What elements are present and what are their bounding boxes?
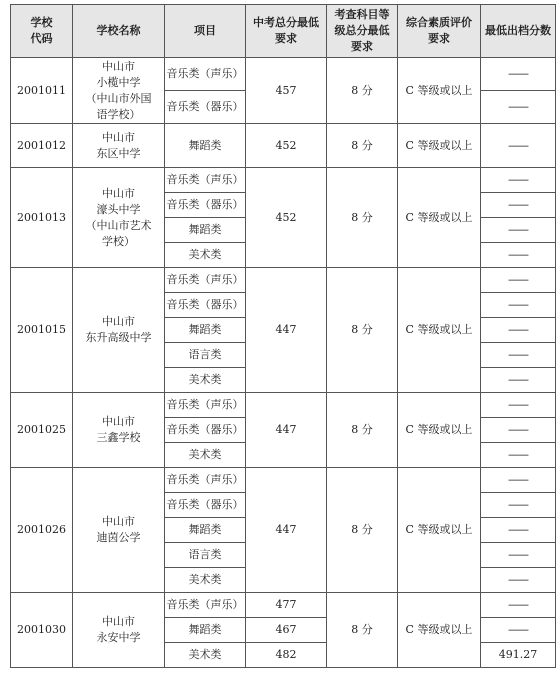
project-cell: 舞蹈类 (165, 618, 246, 643)
project-cell: 舞蹈类 (165, 318, 246, 343)
project-cell: 美术类 (165, 643, 246, 668)
total-min-cell: 447 (246, 468, 327, 593)
admission-score-table (10, 4, 556, 668)
grade-min-cell: 8 分 (327, 124, 398, 168)
school-code-cell: 2001012 (11, 124, 73, 168)
min-score-cell: —— (481, 218, 556, 243)
min-score-cell: —— (481, 393, 556, 418)
table-row (11, 593, 556, 618)
project-cell: 舞蹈类 (165, 218, 246, 243)
quality-cell: C 等级或以上 (398, 468, 481, 593)
school-name-cell: 中山市 三鑫学校 (73, 393, 165, 468)
min-score-cell: —— (481, 343, 556, 368)
table-row (11, 393, 556, 418)
school-code-cell: 2001011 (11, 58, 73, 124)
table-body (11, 58, 556, 668)
table-header-row (11, 5, 556, 58)
min-score-cell: —— (481, 443, 556, 468)
project-cell: 音乐类（器乐） (165, 418, 246, 443)
project-cell: 音乐类（声乐） (165, 593, 246, 618)
school-code-cell: 2001015 (11, 268, 73, 393)
school-code-cell: 2001030 (11, 593, 73, 668)
project-cell: 音乐类（声乐） (165, 58, 246, 91)
total-min-cell: 452 (246, 124, 327, 168)
grade-min-cell: 8 分 (327, 468, 398, 593)
min-score-cell: —— (481, 268, 556, 293)
project-cell: 音乐类（声乐） (165, 393, 246, 418)
quality-cell: C 等级或以上 (398, 168, 481, 268)
project-cell: 音乐类（器乐） (165, 293, 246, 318)
min-score-cell: —— (481, 593, 556, 618)
project-cell: 美术类 (165, 568, 246, 593)
project-cell: 美术类 (165, 443, 246, 468)
header-total-min: 中考总分最低 要求 (246, 5, 327, 58)
total-min-cell: 482 (246, 643, 327, 668)
min-score-cell: —— (481, 493, 556, 518)
school-code-cell: 2001025 (11, 393, 73, 468)
total-min-cell: 447 (246, 268, 327, 393)
header-school-name: 学校名称 (73, 5, 165, 58)
min-score-cell: —— (481, 91, 556, 124)
total-min-cell: 447 (246, 393, 327, 468)
header-project: 项目 (165, 5, 246, 58)
min-score-cell: —— (481, 193, 556, 218)
grade-min-cell: 8 分 (327, 393, 398, 468)
school-name-cell: 中山市 濠头中学 （中山市艺术 学校） (73, 168, 165, 268)
header-grade-min: 考查科目等 级总分最低 要求 (327, 5, 398, 58)
school-name-cell: 中山市 东升高级中学 (73, 268, 165, 393)
project-cell: 美术类 (165, 243, 246, 268)
min-score-cell: —— (481, 368, 556, 393)
school-name-cell: 中山市 永安中学 (73, 593, 165, 668)
min-score-cell: —— (481, 243, 556, 268)
table-row (11, 468, 556, 493)
project-cell: 音乐类（器乐） (165, 91, 246, 124)
school-name-cell: 中山市 迪茵公学 (73, 468, 165, 593)
grade-min-cell: 8 分 (327, 168, 398, 268)
min-score-cell: —— (481, 293, 556, 318)
min-score-cell: —— (481, 124, 556, 168)
table-row (11, 168, 556, 193)
header-quality: 综合素质评价 要求 (398, 5, 481, 58)
quality-cell: C 等级或以上 (398, 593, 481, 668)
table-row (11, 58, 556, 91)
grade-min-cell: 8 分 (327, 58, 398, 124)
project-cell: 语言类 (165, 543, 246, 568)
min-score-cell: —— (481, 568, 556, 593)
quality-cell: C 等级或以上 (398, 393, 481, 468)
grade-min-cell: 8 分 (327, 593, 398, 668)
school-code-cell: 2001026 (11, 468, 73, 593)
header-min-score: 最低出档分数 (481, 5, 556, 58)
table-row (11, 124, 556, 168)
min-score-cell: —— (481, 543, 556, 568)
quality-cell: C 等级或以上 (398, 124, 481, 168)
project-cell: 舞蹈类 (165, 124, 246, 168)
header-school-code: 学校 代码 (11, 5, 73, 58)
project-cell: 音乐类（声乐） (165, 468, 246, 493)
table-row (11, 268, 556, 293)
grade-min-cell: 8 分 (327, 268, 398, 393)
project-cell: 舞蹈类 (165, 518, 246, 543)
min-score-cell: —— (481, 468, 556, 493)
project-cell: 美术类 (165, 368, 246, 393)
min-score-cell: —— (481, 168, 556, 193)
project-cell: 语言类 (165, 343, 246, 368)
project-cell: 音乐类（声乐） (165, 168, 246, 193)
min-score-cell: —— (481, 618, 556, 643)
project-cell: 音乐类（声乐） (165, 268, 246, 293)
total-min-cell: 457 (246, 58, 327, 124)
min-score-cell: —— (481, 58, 556, 91)
total-min-cell: 467 (246, 618, 327, 643)
project-cell: 音乐类（器乐） (165, 193, 246, 218)
min-score-cell: —— (481, 418, 556, 443)
min-score-cell: 491.27 (481, 643, 556, 668)
quality-cell: C 等级或以上 (398, 58, 481, 124)
total-min-cell: 452 (246, 168, 327, 268)
school-name-cell: 中山市 小榄中学 （中山市外国 语学校） (73, 58, 165, 124)
min-score-cell: —— (481, 318, 556, 343)
min-score-cell: —— (481, 518, 556, 543)
project-cell: 音乐类（器乐） (165, 493, 246, 518)
quality-cell: C 等级或以上 (398, 268, 481, 393)
total-min-cell: 477 (246, 593, 327, 618)
school-name-cell: 中山市 东区中学 (73, 124, 165, 168)
school-code-cell: 2001013 (11, 168, 73, 268)
